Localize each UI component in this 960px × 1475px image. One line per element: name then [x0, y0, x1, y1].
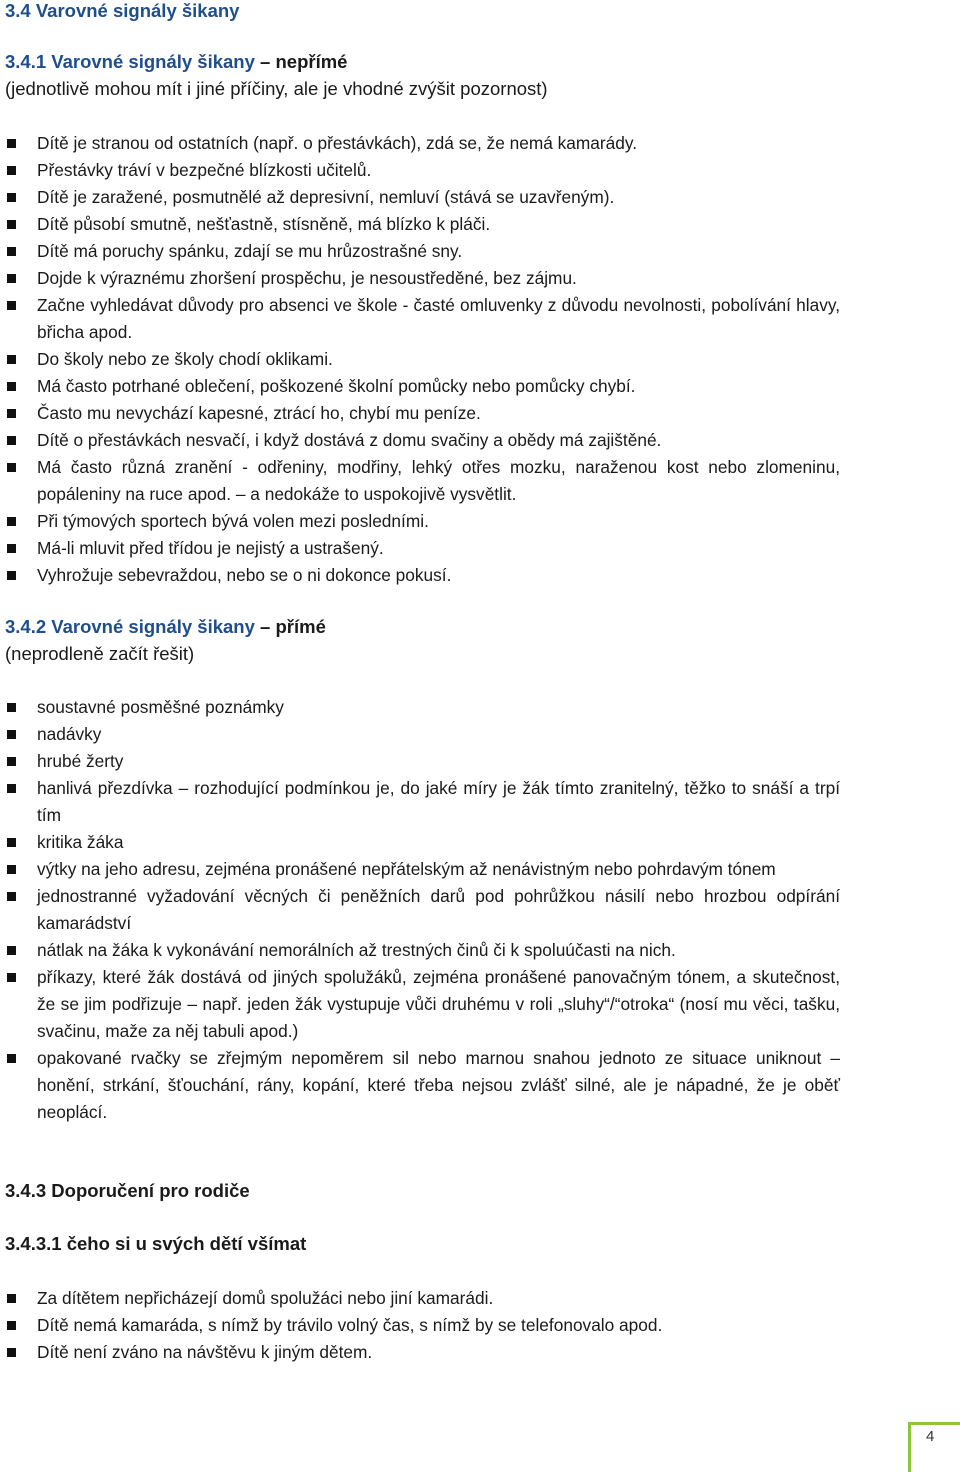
- bullet-square-icon: [7, 517, 16, 526]
- subsection-heading-indirect: [5, 51, 347, 73]
- subsection-heading-direct: [5, 616, 326, 638]
- list-item: Často mu nevychází kapesné, ztrácí ho, chybí mu peníze.: [0, 400, 840, 427]
- bullet-square-icon: [7, 247, 16, 256]
- section-heading: 3.4 Varovné signály šikany: [5, 0, 240, 21]
- list-item: Dítě působí smutně, nešťastně, stísněně, má blízko k pláči.: [0, 211, 840, 238]
- bullet-square-icon: [7, 973, 16, 982]
- list-item: Dítě o přestávkách nesvačí, i když dostává z domu svačiny a obědy má zajištěné.: [0, 427, 840, 454]
- list-item: hanlivá přezdívka – rozhodující podmínkou je, do jaké míry je žák tímto zranitelný, těžko to snáší a trpí tím: [0, 775, 840, 829]
- page-corner-top-line: [908, 1422, 960, 1425]
- list-item: Dítě není zváno na návštěvu k jiným dětem.: [0, 1339, 840, 1366]
- list-item: Má často potrhané oblečení, poškozené školní pomůcky nebo pomůcky chybí.: [0, 373, 840, 400]
- list-item: Dítě nemá kamaráda, s nímž by trávilo volný čas, s nímž by se telefonovalo apod.: [0, 1312, 840, 1339]
- bullet-square-icon: [7, 1321, 16, 1330]
- list-item: Za dítětem nepřicházejí domů spolužáci nebo jiní kamarádi.: [0, 1285, 840, 1312]
- list-item: Vyhrožuje sebevraždou, nebo se o ni dokonce pokusí.: [0, 562, 840, 589]
- list-item: Dítě je zaražené, posmutnělé až depresivní, nemluví (stává se uzavřeným).: [0, 184, 840, 211]
- direct-note: (neprodleně začít řešit): [5, 643, 195, 664]
- list-item: kritika žáka: [0, 829, 840, 856]
- bullet-square-icon: [7, 436, 16, 445]
- list-item: příkazy, které žák dostává od jiných spolužáků, zejména pronášené panovačným tónem, a skutečnost, že se jim podřizuje – např. jeden žák vystupuje vůči druhému v roli „sluhy“/“otroka“ (nosí mu věci, tašku, svačinu, maže za něj tabuli apod.): [0, 964, 840, 1045]
- bullet-square-icon: [7, 838, 16, 847]
- bullet-square-icon: [7, 193, 16, 202]
- list-item: hrubé žerty: [0, 748, 840, 775]
- heading-indirect-tail: – nepřímé: [260, 51, 348, 72]
- list-item: soustavné posměšné poznámky: [0, 694, 840, 721]
- list-item: Při týmových sportech bývá volen mezi posledními.: [0, 508, 840, 535]
- bullet-square-icon: [7, 220, 16, 229]
- indirect-signals-list: [0, 130, 840, 589]
- list-item: nadávky: [0, 721, 840, 748]
- bullet-square-icon: [7, 1348, 16, 1357]
- bullet-square-icon: [7, 544, 16, 553]
- parents-subheading: 3.4.3.1 čeho si u svých dětí všímat: [5, 1233, 307, 1254]
- list-item: Má-li mluvit před třídou je nejistý a ustrašený.: [0, 535, 840, 562]
- heading-direct-main: 3.4.2 Varovné signály šikany: [5, 616, 261, 637]
- parents-heading: 3.4.3 Doporučení pro rodiče: [5, 1180, 250, 1201]
- list-item: Přestávky tráví v bezpečné blízkosti učitelů.: [0, 157, 840, 184]
- list-item: Začne vyhledávat důvody pro absenci ve škole - časté omluvenky z důvodu nevolnosti, pobolívání hlavy, břicha apod.: [0, 292, 840, 346]
- page-number: 4: [926, 1428, 935, 1445]
- heading-indirect-main: 3.4.1 Varovné signály šikany: [5, 51, 261, 72]
- list-item: Do školy nebo ze školy chodí oklikami.: [0, 346, 840, 373]
- bullet-square-icon: [7, 139, 16, 148]
- page-corner-left-line: [908, 1422, 911, 1472]
- indirect-note: (jednotlivě mohou mít i jiné příčiny, ale je vhodné zvýšit pozornost): [5, 78, 548, 99]
- bullet-square-icon: [7, 730, 16, 739]
- bullet-square-icon: [7, 892, 16, 901]
- bullet-square-icon: [7, 757, 16, 766]
- bullet-square-icon: [7, 946, 16, 955]
- list-item: Má často různá zranění - odřeniny, modřiny, lehký otřes mozku, naraženou kost nebo zlomeninu, popáleniny na ruce apod. – a nedokáže to uspokojivě vysvětlit.: [0, 454, 840, 508]
- bullet-square-icon: [7, 784, 16, 793]
- bullet-square-icon: [7, 274, 16, 283]
- heading-direct-tail: – přímé: [260, 616, 326, 637]
- list-item: jednostranné vyžadování věcných či peněžních darů pod pohrůžkou násilí nebo hrozbou odpírání kamarádství: [0, 883, 840, 937]
- list-item: nátlak na žáka k vykonávání nemorálních až trestných činů či k spoluúčasti na nich.: [0, 937, 840, 964]
- list-item: Dojde k výraznému zhoršení prospěchu, je nesoustředěné, bez zájmu.: [0, 265, 840, 292]
- bullet-square-icon: [7, 1294, 16, 1303]
- list-item: opakované rvačky se zřejmým nepoměrem sil nebo marnou snahou jednoto ze situace uniknout – honění, strkání, šťouchání, rány, kopání, které třeba nejsou zvlášť silné, ale je nápadné, že je oběť neoplácí.: [0, 1045, 840, 1126]
- list-item: výtky na jeho adresu, zejména pronášené nepřátelským až nenávistným nebo pohrdavým tónem: [0, 856, 840, 883]
- bullet-square-icon: [7, 463, 16, 472]
- bullet-square-icon: [7, 382, 16, 391]
- list-item: Dítě je stranou od ostatních (např. o přestávkách), zdá se, že nemá kamarády.: [0, 130, 840, 157]
- bullet-square-icon: [7, 355, 16, 364]
- list-item: Dítě má poruchy spánku, zdají se mu hrůzostrašné sny.: [0, 238, 840, 265]
- bullet-square-icon: [7, 865, 16, 874]
- parents-list: [0, 1285, 840, 1366]
- bullet-square-icon: [7, 703, 16, 712]
- bullet-square-icon: [7, 1054, 16, 1063]
- bullet-square-icon: [7, 571, 16, 580]
- direct-signals-list: [0, 694, 840, 1126]
- bullet-square-icon: [7, 166, 16, 175]
- bullet-square-icon: [7, 409, 16, 418]
- bullet-square-icon: [7, 301, 16, 310]
- page-number-box: [908, 1422, 960, 1472]
